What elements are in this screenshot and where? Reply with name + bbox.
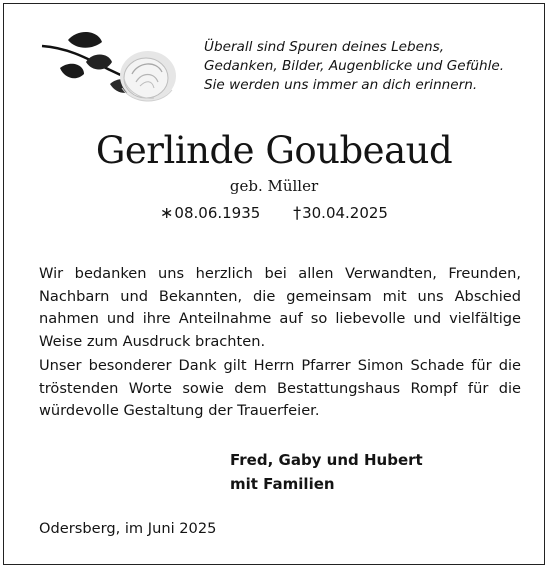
poem-line: Überall sind Spuren deines Lebens, [204, 39, 445, 55]
poem-line: Sie werden uns immer an dich erinnern. [204, 77, 478, 93]
signers [230, 448, 423, 496]
death-date [293, 202, 388, 224]
poem-line: Gedanken, Bilder, Augenblicke und Gefühle. [204, 58, 505, 74]
thank-you-text [39, 263, 521, 425]
obituary-card [3, 3, 545, 565]
birth-date-value: 08.06.1935 [174, 204, 261, 222]
signer-line: mit Familien [230, 475, 335, 493]
place-date: Odersberg, im Juni 2025 [39, 520, 217, 537]
poem [204, 38, 534, 95]
paragraph: Wir bedanken uns herzlich bei allen Verwandten, Freunden, Nachbarn und Bekannten, die gemeinsam mit uns Abschied nahmen und ihre Anteilnahme auf so liebevolle und vielfältige Weise zum Ausdruck brachten. [39, 265, 521, 350]
signer-line: Fred, Gaby und Hubert [230, 451, 423, 469]
death-date-value: 30.04.2025 [302, 204, 388, 222]
birth-name: geb. Müller [229, 177, 319, 195]
deceased-name: Gerlinde Goubeaud [95, 129, 453, 172]
paragraph: Unser besonderer Dank gilt Herrn Pfarrer Simon Schade für die tröstenden Worte sowie dem Bestattungshaus Rompf für die würdevolle Gestaltung der Trauerfeier. [39, 357, 521, 419]
birth-star-icon: ∗ [160, 203, 174, 222]
death-cross-icon: † [293, 203, 302, 222]
rose-icon [40, 26, 180, 108]
birth-date [160, 202, 260, 224]
life-dates [4, 202, 544, 224]
